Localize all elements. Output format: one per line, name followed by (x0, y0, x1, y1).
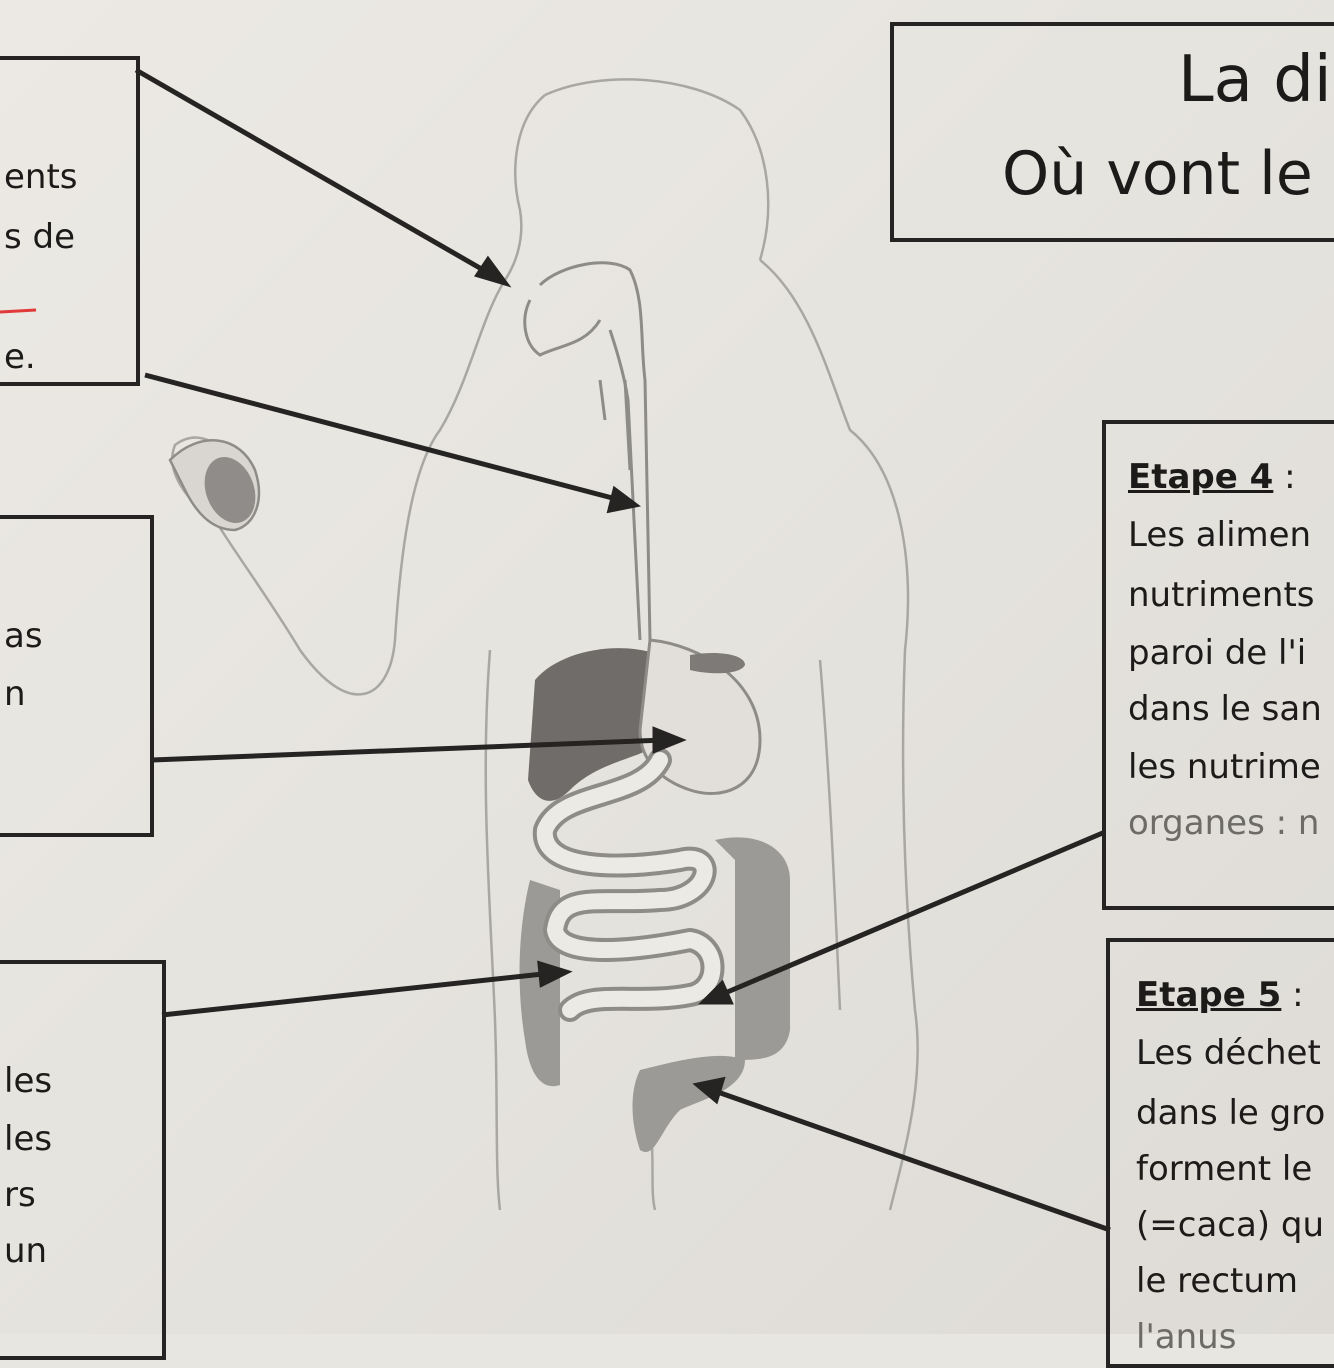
step4-line-4: dans le san (1128, 689, 1322, 729)
rectum (633, 1056, 746, 1152)
arrow-step5 (712, 1090, 1110, 1230)
box-mid-left-line-1: as (4, 616, 43, 656)
step4-box (1102, 420, 1334, 910)
hand-with-food (170, 440, 264, 530)
box-top-left-line-1: ents (4, 157, 78, 197)
step4-line-3: paroi de l'i (1128, 633, 1307, 673)
step5-box (1106, 938, 1334, 1368)
step4-line-1: Les alimen (1128, 515, 1312, 555)
box-mid-left-line-2: n (4, 674, 26, 714)
title-line-1: La di (1178, 43, 1332, 117)
step5-line-6: l'anus (1136, 1317, 1237, 1357)
large-intestine-descending (715, 837, 790, 1060)
step5-label: Etape 5 (1136, 975, 1282, 1015)
box-bottom-left-line-1: les (4, 1061, 53, 1101)
title-box (890, 22, 1334, 242)
step5-line-5: le rectum (1136, 1261, 1299, 1301)
spleen (690, 653, 745, 673)
box-top-left-line-2: s de (4, 217, 76, 257)
title-line-2: Où vont le (1002, 139, 1313, 209)
step4-line-6: organes : n (1128, 803, 1320, 843)
step4-line-5: les nutrime (1128, 747, 1321, 787)
step4-line-2: nutriments (1128, 575, 1315, 615)
box-mid-left (0, 515, 154, 837)
step5-line-1: Les déchet (1136, 1033, 1321, 1073)
arrow-mouth (136, 70, 492, 275)
step5-line-4: (=caca) qu (1136, 1205, 1325, 1245)
step4-label: Etape 4 (1128, 457, 1274, 497)
box-top-left-line-3: e. (4, 337, 36, 377)
box-bottom-left (0, 960, 166, 1360)
step5-colon: : (1281, 975, 1304, 1015)
step5-line-2: dans le gro (1136, 1093, 1326, 1133)
box-bottom-left-line-2: les (4, 1119, 53, 1159)
oesophagus-outline (525, 263, 650, 640)
box-top-left (0, 56, 140, 386)
step4-colon: : (1273, 457, 1296, 497)
step5-title (1136, 975, 1304, 1015)
step5-line-3: forment le (1136, 1149, 1313, 1189)
step4-title (1128, 457, 1296, 497)
box-bottom-left-line-4: un (4, 1231, 48, 1271)
box-bottom-left-line-3: rs (4, 1175, 36, 1215)
